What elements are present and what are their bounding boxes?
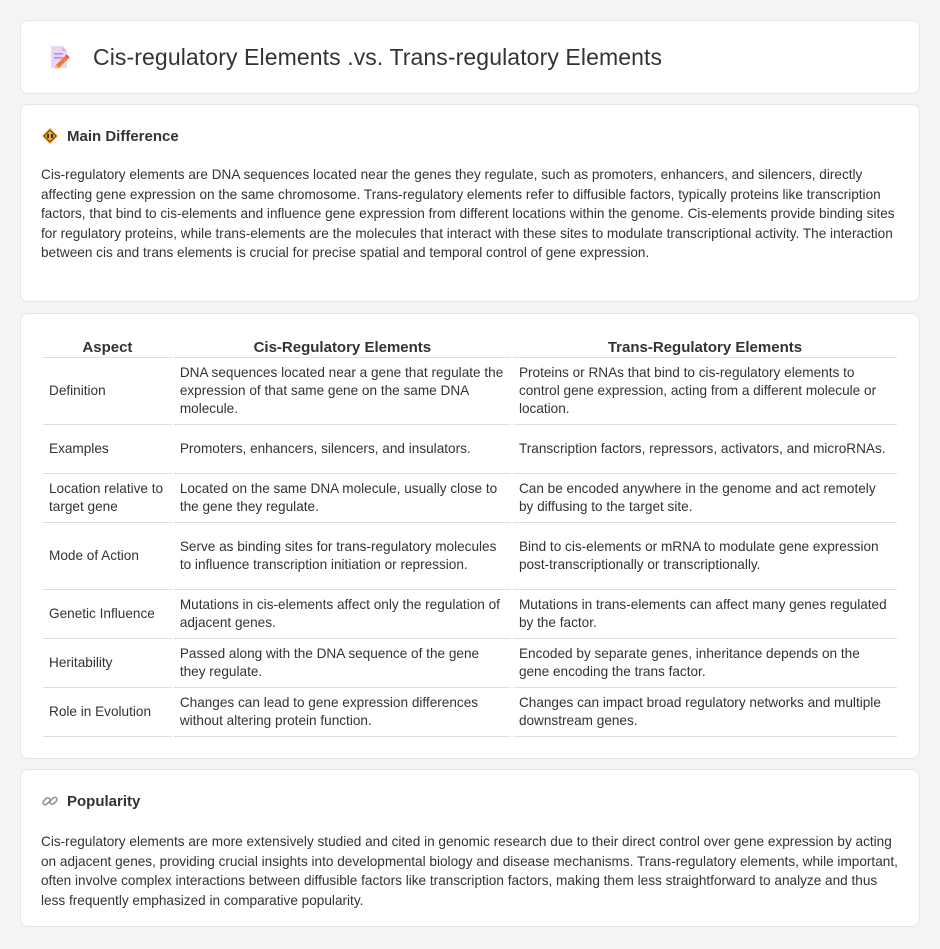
row-aspect: Examples [43, 425, 172, 474]
row-trans: Can be encoded anywhere in the genome and act remotely by diffusing to the target site. [513, 474, 897, 523]
pencil-document-icon [45, 43, 73, 71]
main-difference-header [41, 127, 179, 145]
title-card [20, 20, 920, 94]
header-trans: Trans-Regulatory Elements [513, 334, 897, 358]
row-cis: Mutations in cis-elements affect only the regulation of adjacent genes. [174, 590, 511, 639]
table-row [43, 688, 897, 737]
comparison-section [20, 313, 920, 759]
row-trans: Bind to cis-elements or mRNA to modulate gene expression post-transcriptionally or transcriptionally. [513, 523, 897, 590]
row-trans: Transcription factors, repressors, activators, and microRNAs. [513, 425, 897, 474]
popularity-title: Popularity [67, 792, 141, 810]
row-cis: Passed along with the DNA sequence of the gene they regulate. [174, 639, 511, 688]
row-trans: Mutations in trans-elements can affect many genes regulated by the factor. [513, 590, 897, 639]
row-trans: Proteins or RNAs that bind to cis-regulatory elements to control gene expression, acting from a different molecule or location. [513, 358, 897, 425]
row-aspect: Definition [43, 358, 172, 425]
table-row [43, 523, 897, 590]
row-cis: Serve as binding sites for trans-regulatory molecules to influence transcription initiation or repression. [174, 523, 511, 590]
row-cis: Promoters, enhancers, silencers, and insulators. [174, 425, 511, 474]
main-difference-title: Main Difference [67, 127, 179, 145]
popularity-section [20, 769, 920, 927]
diamond-sign-icon [41, 127, 59, 145]
row-trans: Changes can impact broad regulatory networks and multiple downstream genes. [513, 688, 897, 737]
popularity-header [41, 792, 140, 810]
page-title: Cis-regulatory Elements .vs. Trans-regulatory Elements [93, 43, 663, 70]
table-row [43, 590, 897, 639]
table-row [43, 358, 897, 425]
comparison-table [41, 334, 899, 737]
table-row [43, 425, 897, 474]
table-row [43, 474, 897, 523]
row-trans: Encoded by separate genes, inheritance depends on the gene encoding the trans factor. [513, 639, 897, 688]
row-aspect: Mode of Action [43, 523, 172, 590]
row-cis: DNA sequences located near a gene that regulate the expression of that same gene on the same DNA molecule. [174, 358, 511, 425]
link-icon [41, 792, 59, 810]
main-difference-section [20, 104, 920, 302]
table-header-row [43, 334, 897, 358]
header-cis: Cis-Regulatory Elements [174, 334, 511, 358]
main-difference-text: Cis-regulatory elements are DNA sequences located near the genes they regulate, such as promoters, enhancers, and silencers, directly affecting gene expression on the same chromosome. Trans-regulatory elements refer to diffusible factors, typically proteins like transcription factors, that bind to cis-elements and influence gene expression from different locations within the genome. Cis-elements provide binding sites for regulatory proteins, while trans-elements are the molecules that interact with these sites to modulate transcriptional activity. The interaction between cis and trans elements is crucial for precise spatial and temporal control of gene expression. [41, 167, 895, 261]
row-aspect: Genetic Influence [43, 590, 172, 639]
row-cis: Changes can lead to gene expression differences without altering protein function. [174, 688, 511, 737]
header-aspect: Aspect [43, 334, 172, 358]
row-cis: Located on the same DNA molecule, usually close to the gene they regulate. [174, 474, 511, 523]
table-row [43, 639, 897, 688]
row-aspect: Role in Evolution [43, 688, 172, 737]
row-aspect: Heritability [43, 639, 172, 688]
row-aspect: Location relative to target gene [43, 474, 172, 523]
popularity-text: Cis-regulatory elements are more extensively studied and cited in genomic research due to their direct control over gene expression by acting on adjacent genes, providing crucial insights into developmental biology and disease mechanisms. Trans-regulatory elements, while important, often involve complex interactions between diffusible factors like transcription factors, making them less straightforward to analyze and thus less frequently emphasized in comparative popularity. [41, 834, 898, 908]
